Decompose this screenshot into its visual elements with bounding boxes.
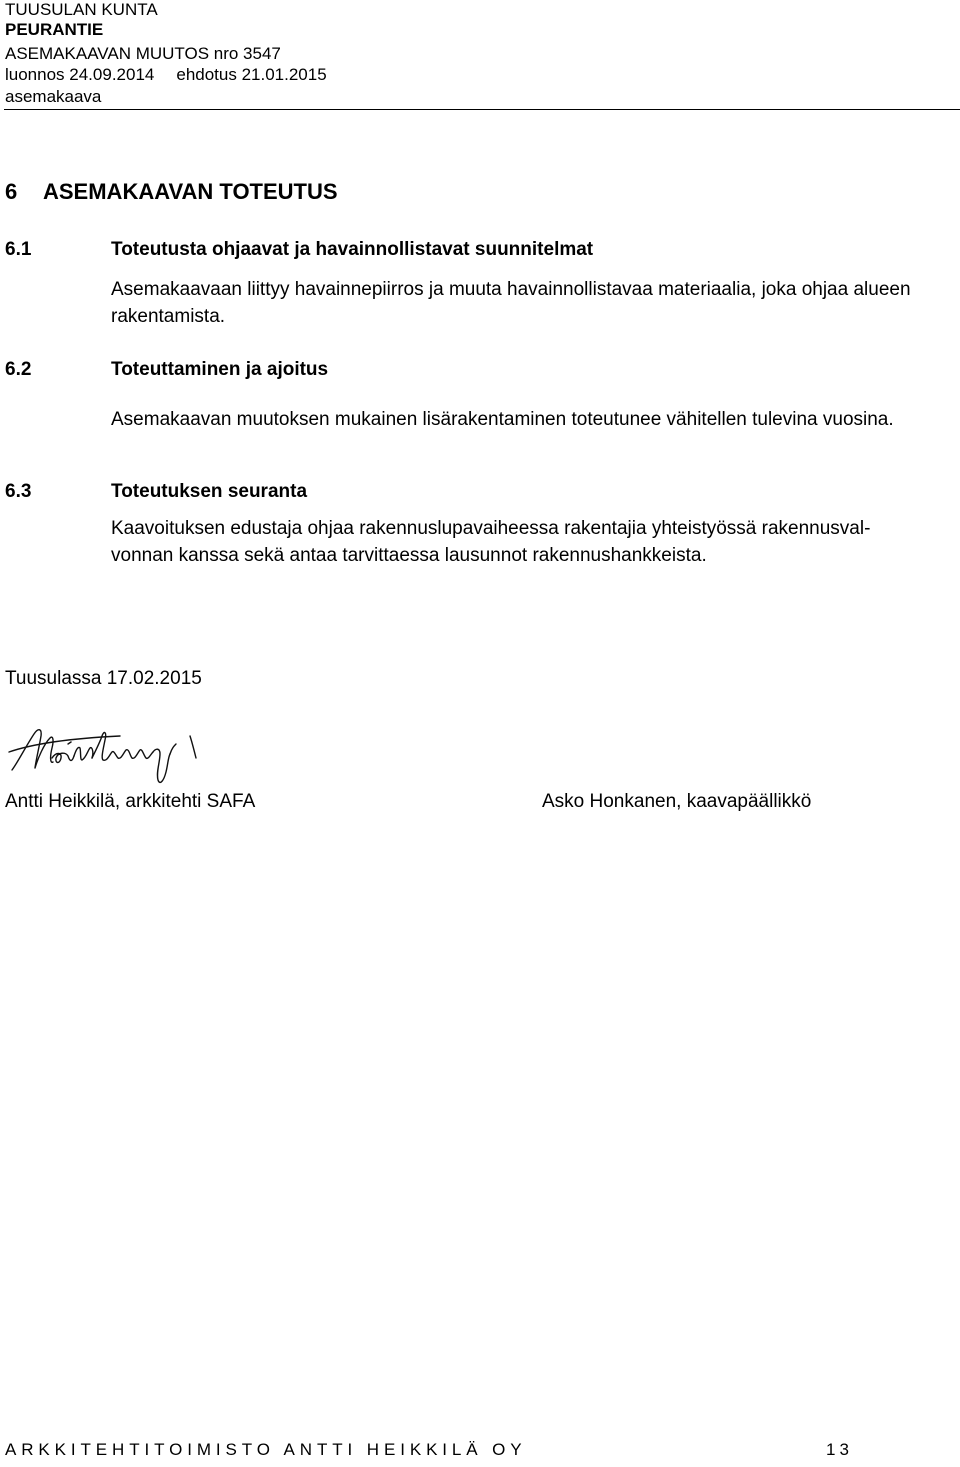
header-plan-change: ASEMAKAAVAN MUUTOS nro 3547	[5, 44, 281, 63]
header-dates	[5, 65, 327, 85]
place-date: Tuusulassa 17.02.2015	[5, 668, 202, 689]
section-number: 6	[5, 179, 18, 204]
subsection-title: Toteutuksen seuranta	[111, 481, 308, 502]
section-title: ASEMAKAAVAN TOTEUTUS	[43, 179, 338, 204]
subsection-title: Toteuttaminen ja ajoitus	[111, 359, 329, 380]
subsection-text-6-3-line2: vonnan kanssa sekä antaa tarvittaessa lausunnot rakennushankkeista.	[111, 545, 707, 566]
page-number: 13	[826, 1440, 853, 1459]
subsection-text-6-3-line1: Kaavoituksen edustaja ohjaa rakennuslupavaiheessa rakentajia yhteistyössä rakennusval-	[111, 518, 871, 539]
header-proposal-date: ehdotus 21.01.2015	[176, 65, 327, 84]
header-divider	[4, 109, 960, 110]
header-plan-type: asemakaava	[5, 87, 102, 106]
footer-company: ARKKITEHTITOIMISTO ANTTI HEIKKILÄ OY	[5, 1440, 527, 1459]
header-draft-date: luonnos 24.09.2014	[5, 65, 155, 84]
signer-right: Asko Honkanen, kaavapäällikkö	[542, 791, 812, 812]
subsection-heading-6-3	[5, 480, 307, 504]
section-heading	[5, 178, 338, 206]
subsection-number: 6.3	[5, 481, 32, 502]
subsection-number: 6.1	[5, 239, 32, 260]
subsection-text-6-1: Asemakaavaan liittyy havainnepiirros ja muuta havainnollistavaa materiaalia, joka ohjaa alueen rakentamista.	[111, 279, 911, 327]
subsection-heading-6-2	[5, 358, 328, 382]
subsection-heading-6-1	[5, 238, 593, 262]
subsection-text-6-2: Asemakaavan muutoksen mukainen lisärakentaminen toteutunee vähitellen tulevina vuosina.	[111, 409, 894, 430]
header-municipality: TUUSULAN KUNTA	[5, 0, 158, 19]
subsection-number: 6.2	[5, 359, 32, 380]
signature-image	[8, 722, 203, 788]
subsection-title: Toteutusta ohjaavat ja havainnollistavat suunnitelmat	[111, 239, 594, 260]
signer-left: Antti Heikkilä, arkkitehti SAFA	[5, 791, 256, 812]
header-street: PEURANTIE	[5, 20, 104, 39]
